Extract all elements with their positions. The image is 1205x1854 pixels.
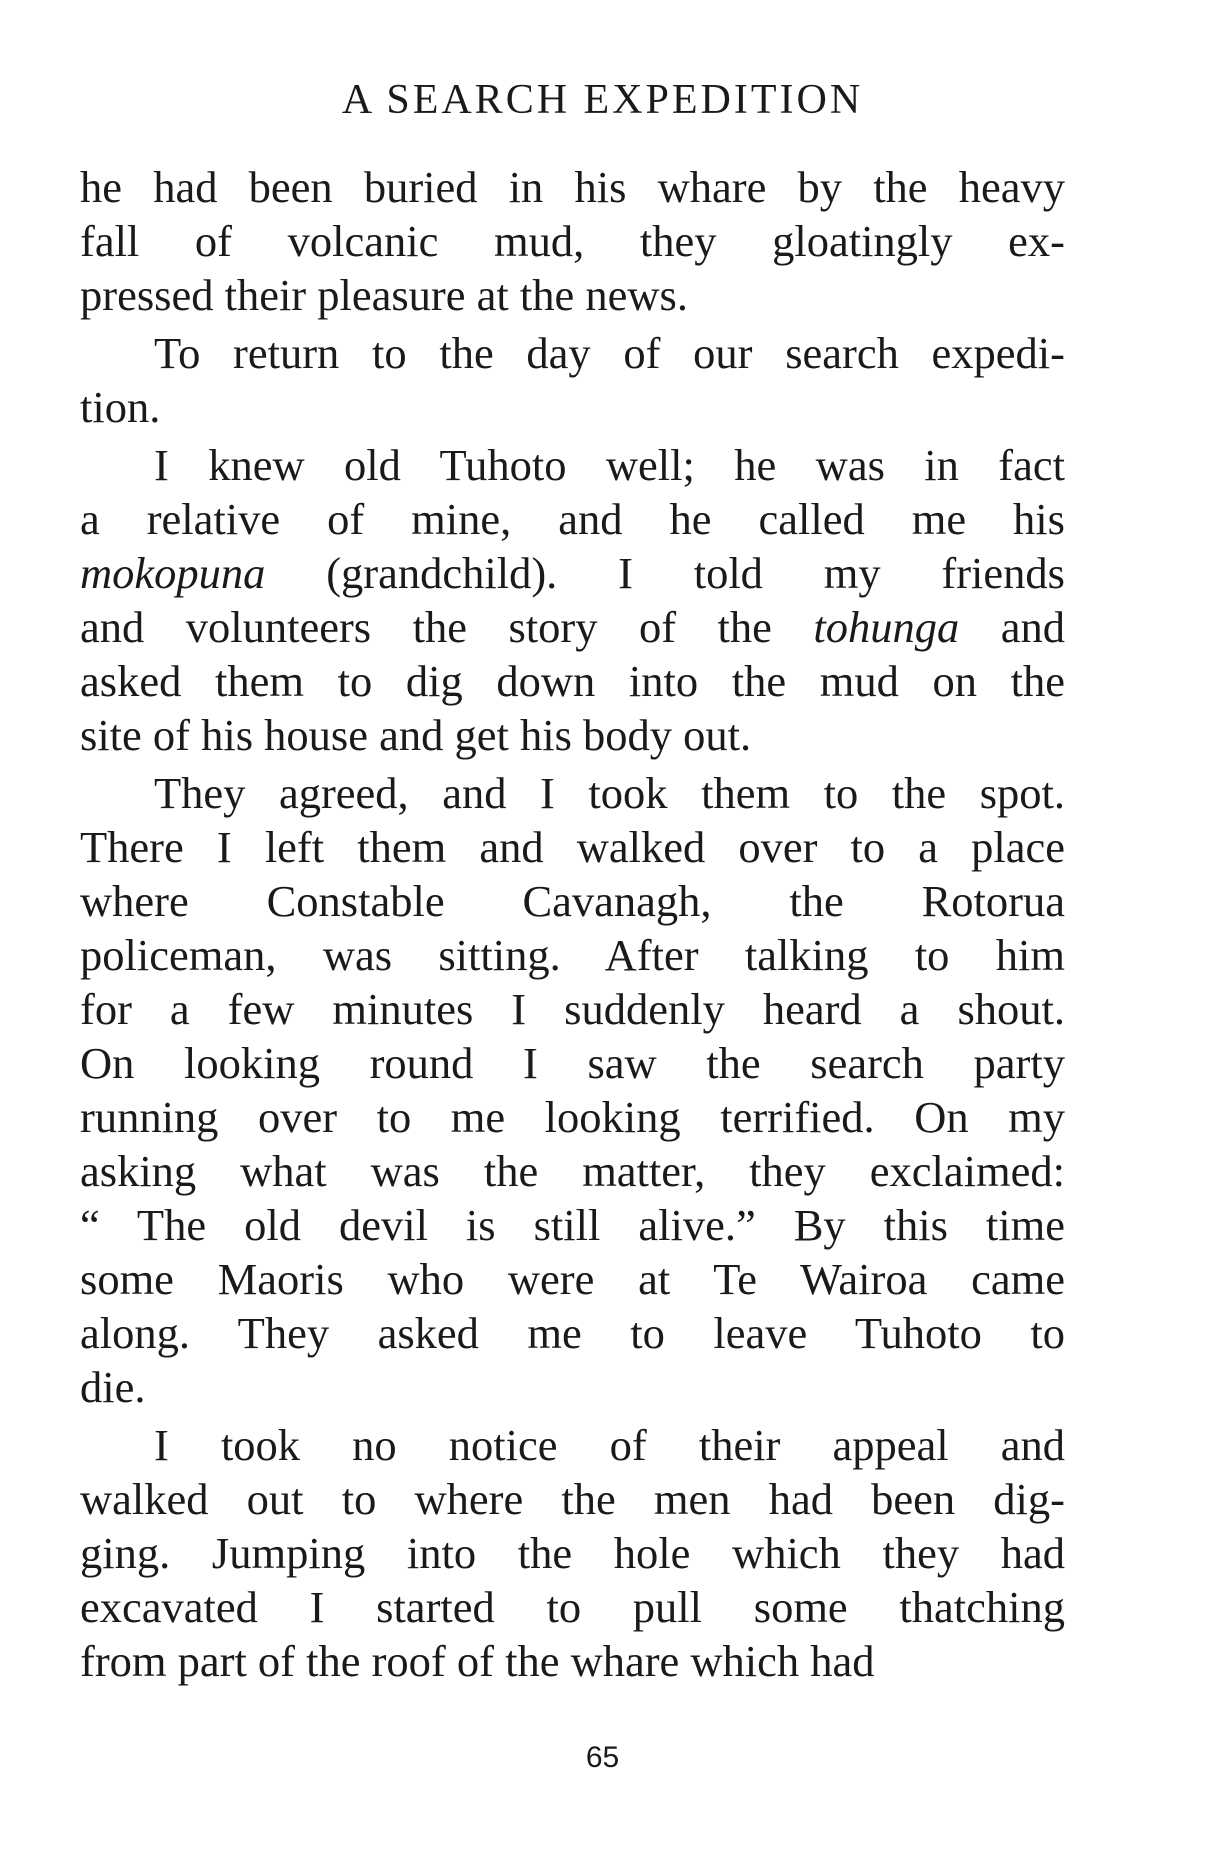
text-line	[80, 600, 1065, 654]
text-line: tion.	[80, 382, 161, 432]
text-line: They agreed, and I took them to the spot.	[154, 768, 1065, 818]
body-text	[80, 160, 1065, 1688]
text-run: and	[959, 602, 1065, 652]
text-line: site of his house and get his body out.	[80, 710, 752, 760]
text-line: “ The old devil is still alive.” By this time	[80, 1200, 1065, 1250]
text-line: walked out to where the men had been dig-	[80, 1474, 1065, 1524]
paragraph	[80, 326, 1065, 434]
text-line: a relative of mine, and he called me his	[80, 494, 1065, 544]
text-line: fall of volcanic mud, they gloatingly ex-	[80, 216, 1065, 266]
italic-term: mokopuna	[80, 548, 266, 598]
text-line: pressed their pleasure at the news.	[80, 270, 688, 320]
text-line: There I left them and walked over to a place	[80, 822, 1065, 872]
text-line: along. They asked me to leave Tuhoto to	[80, 1308, 1065, 1358]
text-line: I took no notice of their appeal and	[154, 1420, 1065, 1470]
text-line: To return to the day of our search expedi-	[154, 328, 1065, 378]
text-run: and volunteers the story of the	[80, 602, 814, 652]
italic-term: tohunga	[813, 602, 960, 652]
text-line: some Maoris who were at Te Wairoa came	[80, 1254, 1065, 1304]
text-line: ging. Jumping into the hole which they had	[80, 1528, 1065, 1578]
paragraph	[80, 160, 1065, 322]
paragraph	[80, 438, 1065, 762]
text-line	[80, 546, 1065, 600]
text-line: asking what was the matter, they exclaimed:	[80, 1146, 1065, 1196]
text-line: excavated I started to pull some thatching	[80, 1582, 1065, 1632]
text-line: from part of the roof of the whare which had	[80, 1636, 875, 1686]
running-head: A SEARCH EXPEDITION	[341, 77, 864, 123]
text-run: (grandchild). I told my friends	[265, 548, 1065, 598]
text-line: he had been buried in his whare by the heavy	[80, 162, 1065, 212]
paragraph	[80, 766, 1065, 1414]
text-line: I knew old Tuhoto well; he was in fact	[154, 440, 1065, 490]
text-line: asked them to dig down into the mud on the	[80, 656, 1065, 706]
page-number: 65	[585, 1741, 620, 1774]
text-line: On looking round I saw the search party	[80, 1038, 1065, 1088]
text-line: running over to me looking terrified. On my	[80, 1092, 1065, 1142]
text-line: for a few minutes I suddenly heard a shout.	[80, 984, 1065, 1034]
text-line: policeman, was sitting. After talking to him	[80, 930, 1065, 980]
paragraph	[80, 1418, 1065, 1688]
text-line: die.	[80, 1362, 146, 1412]
text-line: where Constable Cavanagh, the Rotorua	[80, 876, 1065, 926]
